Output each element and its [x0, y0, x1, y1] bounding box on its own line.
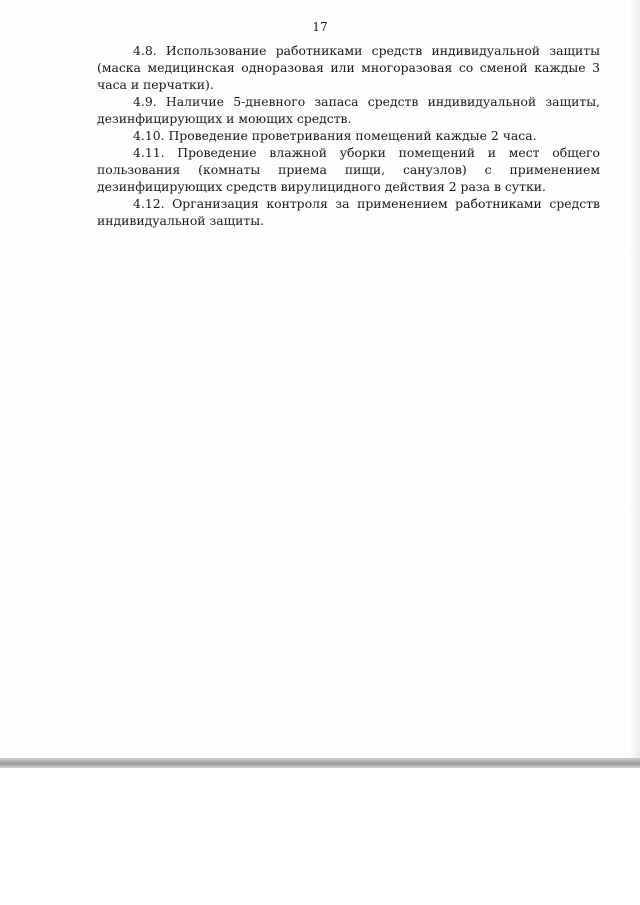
blank-area [0, 768, 640, 905]
scan-edge [628, 0, 640, 763]
paragraph-4-11: 4.11. Проведение влажной уборки помещений и мест общего пользования (комнаты приема пищи, санузлов) с применением дезинфицирующих средств вирулицидного действия 2 раза в сутки. [97, 145, 600, 194]
paragraph-4-9: 4.9. Наличие 5-дневного запаса средств индивидуальной защиты, дезинфицирующих и моющих средств. [97, 94, 600, 126]
scan-bottom-edge [0, 758, 640, 768]
paragraph-4-12: 4.12. Организация контроля за применением работниками средств индивидуальной защиты. [97, 196, 600, 228]
page-number: 17 [312, 20, 328, 34]
document-body [97, 42, 600, 229]
paragraph-4-8: 4.8. Использование работниками средств индивидуальной защиты (маска медицинская одноразовая или многоразовая со сменой каждые 3 часа и перчатки). [97, 43, 600, 92]
paragraph-4-10: 4.10. Проведение проветривания помещений каждые 2 часа. [133, 128, 537, 143]
